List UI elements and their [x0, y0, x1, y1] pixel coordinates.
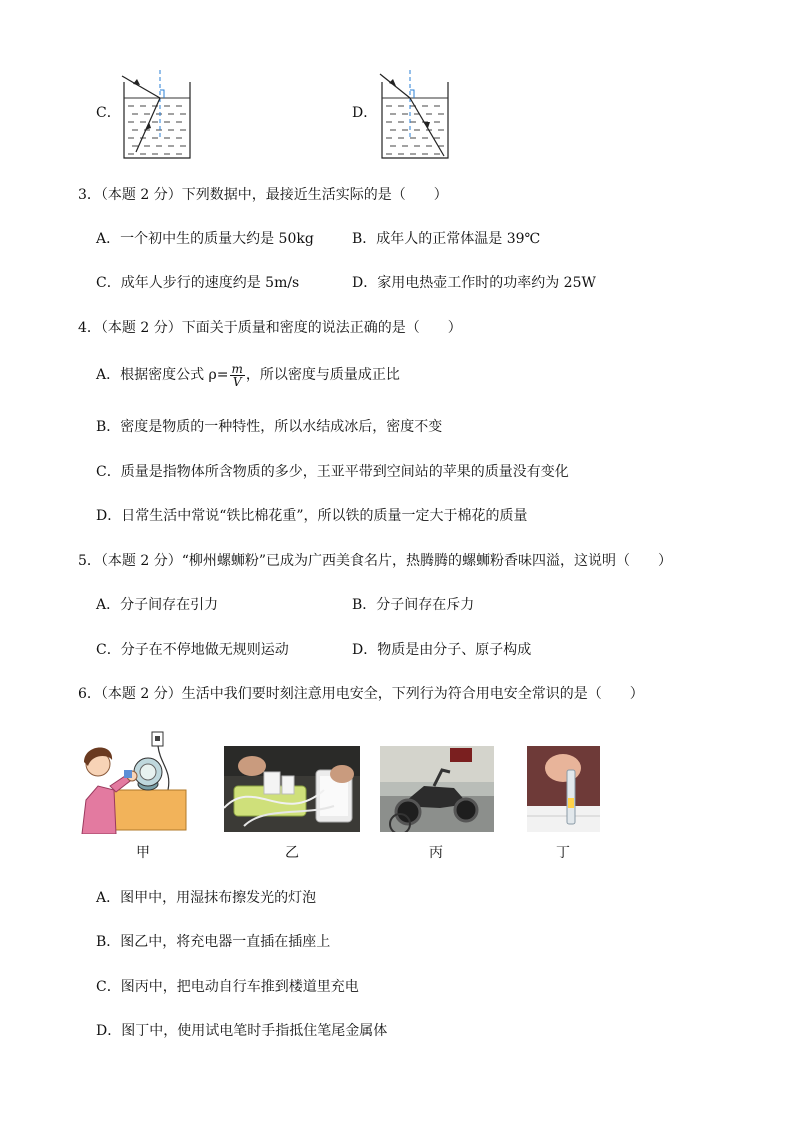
caption-jia: 甲 — [136, 845, 150, 861]
diagram-d — [376, 70, 456, 162]
water-lines-d — [386, 106, 444, 154]
water-lines-c — [128, 106, 186, 154]
q3-option-b: B．成年人的正常体温是 39℃ — [352, 231, 541, 247]
option-d-label: D． — [352, 105, 378, 121]
picture-yi — [224, 746, 360, 832]
q4-option-c: C．质量是指物体所含物质的多少，王亚平带到空间站的苹果的质量没有变化 — [96, 464, 569, 480]
caption-yi: 乙 — [285, 845, 299, 861]
picture-bing — [380, 746, 494, 832]
q5-option-b: B．分子间存在斥力 — [352, 597, 475, 613]
picture-jia — [76, 730, 188, 834]
q6-option-c: C．图丙中，把电动自行车推到楼道里充电 — [96, 979, 359, 995]
fraction-numerator: m — [231, 361, 243, 376]
caption-bing: 丙 — [429, 845, 443, 861]
q4-stem: 4．（本题 2 分）下面关于质量和密度的说法正确的是（ ） — [78, 320, 462, 336]
q4-option-a — [96, 360, 400, 390]
q6-option-b: B．图乙中，将充电器一直插在插座上 — [96, 934, 331, 950]
q3-stem: 3．（本题 2 分）下列数据中，最接近生活实际的是（ ） — [78, 187, 448, 203]
q5-option-d: D．物质是由分子、原子构成 — [352, 642, 532, 658]
q5-option-c: C．分子在不停地做无规则运动 — [96, 642, 289, 658]
q4-option-b: B．密度是物质的一种特性，所以水结成冰后，密度不变 — [96, 419, 443, 435]
option-c-label: C． — [96, 105, 121, 121]
picture-ding — [527, 746, 600, 832]
diagram-c — [118, 70, 198, 162]
q3-option-d: D．家用电热壶工作时的功率约为 25W — [352, 275, 596, 291]
q5-option-a: A．分子间存在引力 — [96, 597, 219, 613]
q4-a-prefix: A．根据密度公式 ρ= — [96, 367, 229, 383]
q6-option-a: A．图甲中，用湿抹布擦发光的灯泡 — [96, 890, 317, 906]
density-formula-fraction — [230, 363, 245, 388]
refracted-ray-d — [410, 98, 444, 156]
q5-stem: 5．（本题 2 分）“柳州螺蛳粉”已成为广西美食名片，热腾腾的螺蛳粉香味四溢，这说明（ ） — [78, 553, 673, 569]
incident-ray-c — [122, 76, 160, 98]
q6-option-d: D．图丁中，使用试电笔时手指抵住笔尾金属体 — [96, 1023, 388, 1039]
q6-stem: 6．（本题 2 分）生活中我们要时刻注意用电安全，下列行为符合用电安全常识的是（ ） — [78, 686, 644, 702]
caption-ding: 丁 — [556, 845, 570, 861]
q4-a-suffix: ，所以密度与质量成正比 — [245, 367, 400, 383]
q3-option-c: C．成年人步行的速度约是 5m/s — [96, 275, 300, 291]
q4-option-d: D．日常生活中常说“铁比棉花重”，所以铁的质量一定大于棉花的质量 — [96, 508, 528, 524]
q3-option-a: A．一个初中生的质量大约是 50kg — [96, 231, 314, 247]
incident-ray-d — [380, 74, 410, 98]
fraction-denominator: V — [232, 374, 242, 389]
